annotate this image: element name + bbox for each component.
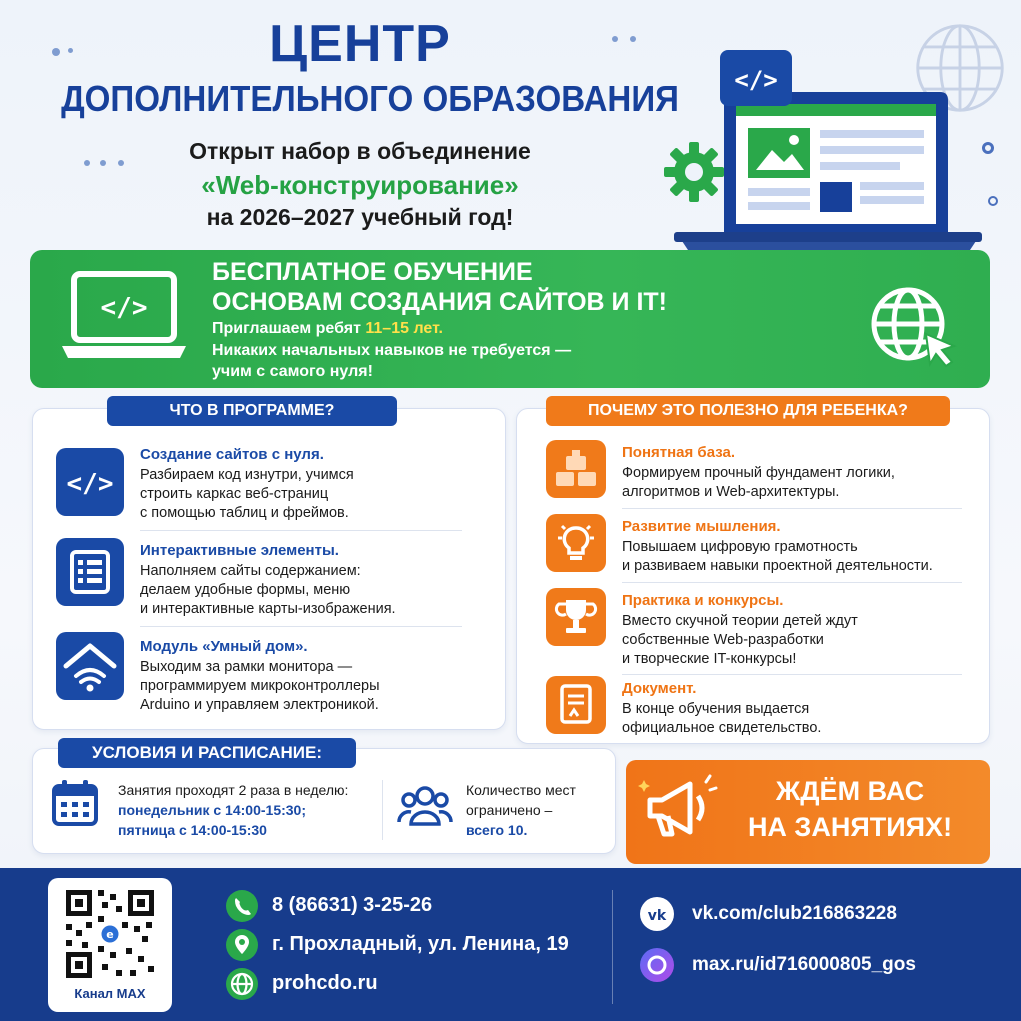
program-item-title: Создание сайтов с нуля. [140, 446, 324, 463]
max-link[interactable]: max.ru/id716000805_gos [692, 954, 916, 975]
benefit-item-text: Формируем прочный фундамент логики, [622, 465, 895, 481]
program-item-text: делаем удобные формы, меню [140, 582, 351, 598]
divider [382, 780, 383, 840]
certificate-icon [546, 676, 606, 734]
program-item-text: и интерактивные карты-изображения. [140, 601, 396, 617]
banner-no-skills-text: Никаких начальных навыков не требуется — [212, 342, 572, 359]
benefit-item-text: Вместо скучной теории детей ждут [622, 613, 858, 629]
code-icon [56, 448, 124, 516]
svg-text:vk: vk [647, 908, 667, 924]
page-title-line2: ДОПОЛНИТЕЛЬНОГО ОБРАЗОВАНИЯ [61, 78, 679, 119]
program-item-icon [56, 632, 124, 700]
benefit-item-text: В конце обучения выдается [622, 701, 810, 717]
benefit-item-text: и развиваем навыки проектной деятельности. [622, 558, 933, 574]
decor-dot [118, 160, 124, 166]
benefit-item-text: и творческие IT-конкурсы! [622, 651, 797, 667]
program-item-text: Выходим за рамки монитора — [140, 659, 353, 675]
smart-home-icon [56, 632, 124, 700]
program-item-text: программируем микроконтроллеры [140, 678, 380, 694]
banner-invite [212, 320, 443, 338]
banner-invite-prefix: Приглашаем ребят [212, 320, 366, 337]
footer-divider [612, 890, 613, 1004]
subtitle-intro: Открыт набор в объединение [189, 138, 531, 164]
phone-number[interactable]: 8 (86631) 3-25-26 [272, 894, 433, 916]
megaphone-icon [636, 766, 720, 850]
svg-text:</>: </> [100, 293, 148, 323]
vk-link[interactable]: vk.com/club216863228 [692, 903, 897, 924]
program-heading: ЧТО В ПРОГРАММЕ? [107, 396, 397, 426]
subtitle-course-name: «Web-конструирование» [201, 170, 519, 200]
places-count: всего 10. [466, 822, 528, 838]
page-title-line1: ЦЕНТР [269, 15, 451, 73]
benefit-item-title: Документ. [622, 680, 697, 697]
cta-line2: НА ЗАНЯТИЯХ! [747, 812, 953, 842]
benefit-item-text: Повышаем цифровую грамотность [622, 539, 858, 555]
qr-code-icon[interactable] [62, 886, 158, 982]
program-item-text: Разбираем код изнутри, учимся [140, 467, 354, 483]
banner-title-line1: БЕСПЛАТНОЕ ОБУЧЕНИЕ [212, 258, 533, 286]
benefit-item-text: официальное свидетельство. [622, 720, 822, 736]
divider [622, 582, 962, 583]
trophy-icon [546, 588, 606, 646]
svg-text:</>: </> [734, 66, 778, 94]
blocks-icon [546, 440, 606, 498]
svg-text:е: е [106, 928, 114, 941]
schedule-friday: пятница с 14:00-15:30 [118, 822, 267, 838]
benefit-item-title: Развитие мышления. [622, 518, 781, 535]
places-line2: ограничено – [466, 802, 553, 818]
program-item-text: с помощью таблиц и фреймов. [140, 505, 349, 521]
group-icon [396, 780, 454, 832]
website-link[interactable]: prohcdo.ru [272, 972, 378, 994]
laptop-illustration-icon [660, 40, 990, 270]
address: г. Прохладный, ул. Ленина, 19 [272, 933, 569, 955]
schedule-monday: понедельник с 14:00-15:30; [118, 802, 306, 818]
divider [622, 674, 962, 675]
svg-text:</>: </> [66, 469, 114, 499]
max-messenger-icon [640, 948, 674, 982]
decor-dot [100, 160, 106, 166]
decor-dot [84, 160, 90, 166]
form-icon [56, 538, 124, 606]
program-item-text: Наполняем сайты содержанием: [140, 563, 361, 579]
lightbulb-icon [546, 514, 606, 572]
vk-icon [640, 897, 674, 931]
divider [140, 626, 462, 627]
program-item-title: Модуль «Умный дом». [140, 638, 308, 655]
benefit-item-icon [546, 676, 606, 734]
benefit-item-title: Практика и конкурсы. [622, 592, 784, 609]
banner-from-zero-text: учим с самого нуля! [212, 363, 373, 380]
phone-icon [226, 890, 258, 922]
cta-line1: ЖДЁМ ВАС [775, 776, 925, 806]
subtitle-year: на 2026–2027 учебный год! [206, 204, 514, 230]
program-item-icon [56, 538, 124, 606]
benefit-item-icon [546, 440, 606, 498]
benefit-item-title: Понятная база. [622, 444, 735, 461]
laptop-code-icon [60, 268, 188, 364]
program-item-icon [56, 448, 124, 516]
calendar-icon [50, 778, 100, 828]
benefit-item-text: алгоритмов и Web-архитектуры. [622, 484, 840, 500]
divider [622, 508, 962, 509]
benefits-heading: ПОЧЕМУ ЭТО ПОЛЕЗНО ДЛЯ РЕБЕНКА? [546, 396, 950, 426]
program-item-title: Интерактивные элементы. [140, 542, 339, 559]
conditions-heading: УСЛОВИЯ И РАСПИСАНИЕ: [58, 738, 356, 768]
program-item-text: Arduino и управляем электроникой. [140, 697, 379, 713]
program-item-text: строить каркас веб-страниц [140, 486, 329, 502]
benefit-item-icon [546, 514, 606, 572]
benefit-item-text: собственные Web-разработки [622, 632, 824, 648]
places-line1: Количество мест [466, 782, 576, 798]
schedule-intro: Занятия проходят 2 раза в неделю: [118, 782, 349, 798]
banner-title-line2: ОСНОВАМ СОЗДАНИЯ САЙТОВ И IT! [212, 288, 667, 316]
benefit-item-icon [546, 588, 606, 646]
location-pin-icon [226, 929, 258, 961]
banner-age: 11–15 лет. [365, 320, 443, 337]
globe-cursor-icon [868, 284, 960, 370]
qr-label: Канал MAX [74, 986, 146, 1001]
divider [140, 530, 462, 531]
website-globe-icon [226, 968, 258, 1000]
